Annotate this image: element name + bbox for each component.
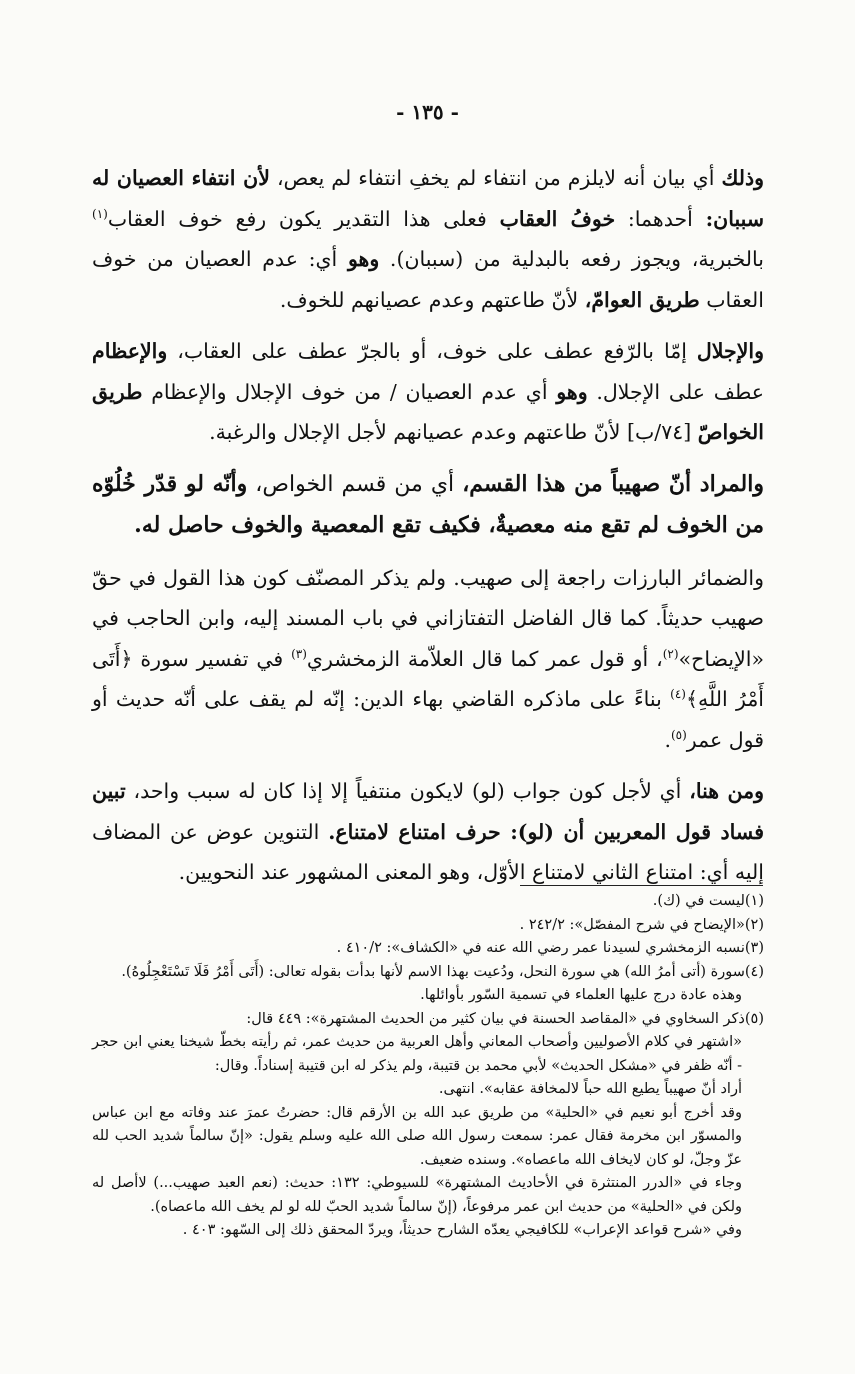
footnote-5: (٥)ذكر السخاوي في «المقاصد الحسنة في بيان كثير من الحديث المشتهرة»: ٤٤٩ قال: <box>246 1010 764 1027</box>
footnote-1: (١)ليست في (ك). <box>652 893 764 909</box>
paragraph-3 <box>92 464 764 547</box>
text-run: فعلى هذا التقدير يكون رفع خوف العقاب <box>107 206 500 231</box>
footnote-ref: (١) <box>92 206 108 221</box>
footnote-divider <box>520 885 763 886</box>
bold-phrase: خوفُ العقاب <box>499 206 616 231</box>
footnote-ref: (٣) <box>291 646 307 661</box>
bold-phrase: طريق الخواصّ <box>92 379 764 444</box>
text-run: أي: عدم العصيان من خوف العقاب <box>92 247 764 312</box>
text-run: أي لأجل كون جواب (لو) لايكون منتفياً إلا إذا كان له سبب واحد، <box>125 779 690 803</box>
main-text <box>92 158 764 904</box>
text-run: عطف على الإجلال. <box>587 379 764 404</box>
footnote-4-continuation: وهذه عادة درج عليها العلماء في تسمية السّور بأوائلها. <box>420 987 742 1003</box>
text-run: [٧٤/ب] لأنّ طاعتهم وعدم عصيانهم لأجل الإجلال والرغبة. <box>209 420 698 444</box>
text-run: . <box>664 727 671 752</box>
footnote-2: (٢)«الإيضاح في شرح المفصّل»: ٢٤٢/٢ . <box>519 916 764 933</box>
paragraph-5 <box>92 771 764 893</box>
text-run: في تفسير سورة ﴿أَتَى أَمْرُ اللَّهِ﴾ <box>92 646 765 711</box>
text-run: والضمائر البارزات راجعة إلى صهيب. ولم يذكر المصنّف كون هذا القول في حقّ صهيب حديثاً. كما قال الفاضل التفتازاني في باب المسند إليه، وابن الحاجب في «الإيضاح» <box>92 565 764 671</box>
text-run: أي من قسم الخواص، <box>247 471 463 497</box>
text-run: ، أو قول عمر كما قال العلاّمة الزمخشري <box>306 646 663 671</box>
footnote-5-sharh: وفي «شرح قواعد الإعراب» للكافيجي يعدّه الشارح حديثاً، ويردّ المحقق ذلك إلى السّهو: ٤٠٣ . <box>182 1222 742 1238</box>
footnote-5-quote: «اشتهر في كلام الأصوليين وأصحاب المعاني وأهل العربية من حديث عمر، ثم رأيته بخطّ شيخنا يعني ابن حجر - أنّه ظفر في «مشكل الحديث» لأبي محمد بن قتيبة، ولم يذكر له ابن قتيبة إسناداً. وقال: <box>92 1034 742 1074</box>
text-run: التنوين عوض عن المضاف إليه أي: امتناع الثاني لامتناع الأوّل، وهو المعنى المشهور عند النحويين. <box>92 819 764 884</box>
footnote-5-hilya: وقد أخرج أبو نعيم في «الحلية» من طريق عبد الله بن الأرقم قال: حضرتُ عمرَ عند وفاته مع ابن عباس والمسوّر ابن مخرمة فقال عمر: سمعت رسول الله صلى الله عليه وسلم يقول: «إنّ سالماً شديد الحب لله عزّ وجلّ، لو كان لايخاف الله ماعصاه». وسنده ضعيف. <box>92 1104 742 1168</box>
bold-phrase: وهو <box>347 247 380 271</box>
text-run: أي عدم العصيان / من خوف الإجلال والإعظام <box>142 379 557 404</box>
bold-phrase: والمراد أنّ صهيباً من هذا القسم، <box>462 470 764 497</box>
text-run: بناءً على ماذكره القاضي بهاء الدين: إنّه لم يقف على أنّه حديث أو قول عمر <box>92 687 764 752</box>
footnote-ref: (٢) <box>662 646 679 661</box>
footnote-3: (٣)نسبه الزمخشري لسيدنا عمر رضي الله عنه في «الكشاف»: ٤١٠/٢ . <box>336 940 764 956</box>
bold-phrase: وذلك <box>721 166 764 190</box>
footnote-ref: (٥) <box>670 727 687 742</box>
footnote-5-quote-end: أراد أنّ صهيباً يطيع الله حباً لالمخافة عقابه». انتهى. <box>438 1081 742 1097</box>
bold-phrase: وهو <box>556 379 588 404</box>
bold-phrase: والإعظام <box>92 339 168 363</box>
footnotes <box>92 890 764 1243</box>
text-run: لأنّ طاعتهم وعدم عصيانهم للخوف. <box>279 287 585 312</box>
bold-phrase: والإجلال <box>696 339 764 363</box>
bold-phrase: ومن هنا، <box>689 779 764 803</box>
text-run: أي بيان أنه لايلزم من انتفاء لم يخفِ انتفاء لم يعص، <box>269 166 722 190</box>
footnote-ref: (٤) <box>670 687 686 702</box>
bold-phrase: وأنّه لو قدّر خُلُوّه من الخوف لم تقع منه معصيةٌ، فكيف تقع المعصية والخوف حاصل له. <box>92 470 764 538</box>
footnote-5-durar: وجاء في «الدرر المنتثرة في الأحاديث المشتهرة» للسيوطي: ١٣٢: حديث: (نعم العبد صهيب...) لاأصل له ولكن في «الحلية» من حديث ابن عمر مرفوعاً، (إنّ سالماً شديد الحبّ لله لو لم يخف الله ماعصاه). <box>92 1175 742 1215</box>
paragraph-1 <box>92 158 764 320</box>
text-run: إمّا بالرّفع عطف على خوف، أو بالجرّ عطف على العقاب، <box>167 339 697 363</box>
text-run: أحدهما: <box>615 206 706 231</box>
paragraph-4 <box>92 558 764 761</box>
footnote-4: (٤)سورة (أتى أمرُ الله) هي سورة النحل، ودُعيت بهذا الاسم لأنها بدأت بقوله تعالى: (أَتَى أَمْرُ فَلَا تَسْتَعْجِلُوهُ). <box>121 963 764 980</box>
text-run: بالخبرية، ويجوز رفعه بالبدلية من (سببان). <box>379 247 764 271</box>
page-number: - ١٣٥ - <box>396 100 459 124</box>
bold-phrase: لأن انتفاء العصيان له سببان: <box>92 166 764 231</box>
bold-phrase: طريق العوامّ، <box>584 287 700 312</box>
paragraph-2 <box>92 331 764 453</box>
bold-phrase: تبين فساد قول المعربين أن (لو): حرف امتناع لامتناع. <box>92 779 764 844</box>
